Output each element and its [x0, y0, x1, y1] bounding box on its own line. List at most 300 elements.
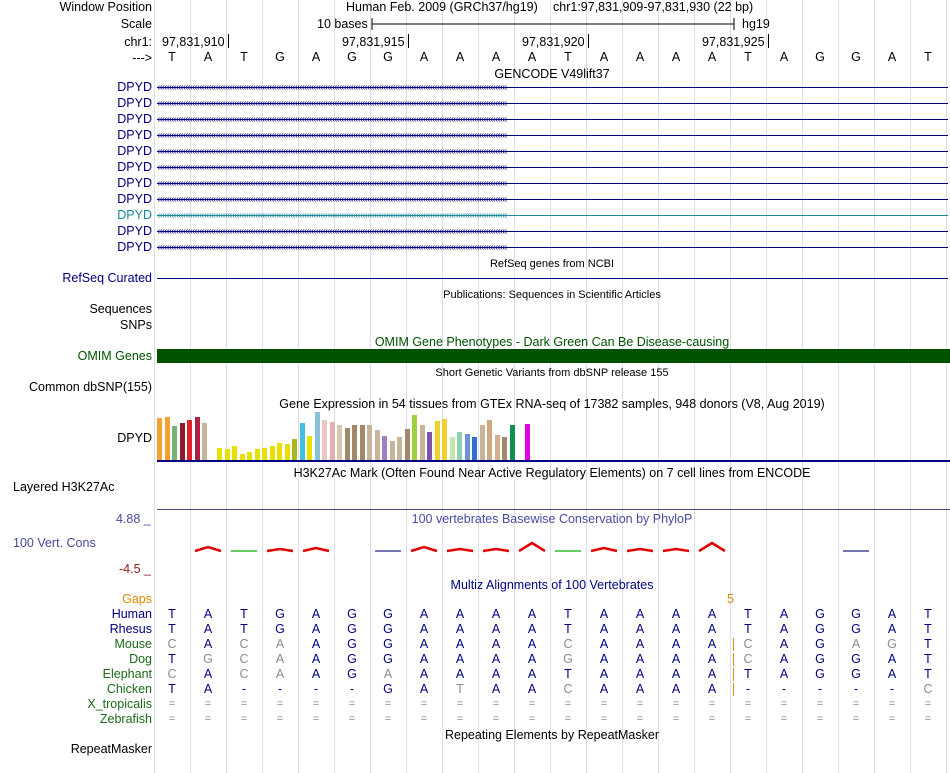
alignment-base: = [852, 713, 860, 725]
gtex-tissue-bar[interactable] [285, 444, 290, 460]
alignment-base: T [240, 607, 248, 621]
gtex-tissue-bar[interactable] [465, 434, 470, 460]
alignment-base: A [707, 637, 717, 651]
alignment-base: = [888, 698, 896, 710]
gencode-transcript-label[interactable]: DPYD [117, 224, 152, 238]
alignment-base: A [887, 652, 897, 666]
gtex-tissue-bar[interactable] [435, 421, 440, 460]
reference-base: G [851, 50, 861, 64]
gtex-tissue-bar[interactable] [157, 418, 162, 460]
phylop-score-mark [625, 541, 655, 553]
alignment-base: T [744, 667, 752, 681]
alignment-base: = [528, 698, 536, 710]
gtex-tissue-bar[interactable] [247, 452, 252, 460]
gencode-transcript-label[interactable]: DPYD [117, 192, 152, 206]
alignment-base: G [383, 622, 393, 636]
alignment-base: - [241, 682, 247, 696]
alignment-base: - [853, 682, 859, 696]
gtex-baseline [157, 460, 950, 462]
gencode-track-title: GENCODE V49lift37 [494, 67, 610, 81]
alignment-base: = [312, 698, 320, 710]
alignment-base: = [492, 713, 500, 725]
alignment-base: A [275, 637, 285, 651]
alignment-base: A [671, 622, 681, 636]
dbsnp-label[interactable]: Common dbSNP(155) [29, 380, 152, 394]
alignment-base: G [347, 652, 357, 666]
alignment-base: T [924, 652, 932, 666]
gtex-tissue-bar[interactable] [262, 448, 267, 460]
alignment-base: A [599, 622, 609, 636]
alignment-species-label[interactable]: Zebrafish [99, 712, 152, 726]
region-position: chr1:97,831,909-97,831,930 (22 bp) [553, 0, 754, 14]
gtex-tissue-bar[interactable] [180, 423, 185, 460]
alignment-base: A [455, 622, 465, 636]
phylop-score-mark [517, 541, 547, 553]
alignment-base: A [311, 652, 321, 666]
gtex-tissue-bar[interactable] [427, 432, 432, 460]
alignment-base: G [815, 667, 825, 681]
alignment-base: = [708, 713, 716, 725]
alignment-base: A [599, 652, 609, 666]
alignment-base: G [347, 667, 357, 681]
alignment-base: = [312, 713, 320, 725]
alignment-base: A [599, 607, 609, 621]
scale-label: Scale [120, 17, 152, 31]
gtex-tissue-bar[interactable] [495, 435, 500, 460]
alignment-base: A [707, 652, 717, 666]
reference-base: T [744, 50, 752, 64]
alignment-base: G [383, 682, 393, 696]
alignment-base: A [455, 667, 465, 681]
alignment-base: A [527, 652, 537, 666]
alignment-base: = [384, 713, 392, 725]
phylop-track-title: 100 vertebrates Basewise Conservation by PhyloP [411, 512, 693, 526]
alignment-base: A [527, 667, 537, 681]
gtex-tissue-bar[interactable] [450, 437, 455, 460]
strand-label: ---> [132, 51, 152, 65]
alignment-base: = [816, 713, 824, 725]
alignment-base: A [203, 622, 213, 636]
alignment-base: A [491, 682, 501, 696]
alignment-base: A [707, 607, 717, 621]
gencode-transcript-backbone [157, 183, 948, 184]
gtex-tissue-bar[interactable] [322, 420, 327, 460]
alignment-species-label[interactable]: Chicken [106, 682, 152, 696]
alignment-base: = [276, 698, 284, 710]
reference-base: T [168, 50, 176, 64]
alignment-base: C [239, 637, 249, 651]
alignment-base: G [851, 652, 861, 666]
omim-gene-bar[interactable] [157, 349, 950, 363]
reference-base: G [347, 50, 357, 64]
alignment-base: = [600, 713, 608, 725]
alignment-base: T [924, 667, 932, 681]
gtex-tissue-bar[interactable] [217, 448, 222, 460]
alignment-base: A [635, 607, 645, 621]
alignment-base: A [275, 652, 285, 666]
alignment-gap-marker [733, 653, 734, 666]
gap-count: 5 [727, 592, 734, 606]
alignment-base: = [276, 713, 284, 725]
alignment-base: = [168, 698, 176, 710]
alignment-base: T [744, 622, 752, 636]
alignment-base: A [455, 637, 465, 651]
gtex-tissue-bar[interactable] [255, 449, 260, 460]
alignment-base: A [491, 607, 501, 621]
alignment-base: A [311, 622, 321, 636]
alignment-base: G [851, 667, 861, 681]
alignment-base: A [419, 682, 429, 696]
alignment-base: G [815, 607, 825, 621]
alignment-base: = [672, 713, 680, 725]
reference-base: A [455, 50, 465, 64]
alignment-base: G [275, 607, 285, 621]
gtex-tissue-bar[interactable] [172, 426, 177, 460]
alignment-base: = [672, 698, 680, 710]
alignment-base: A [599, 667, 609, 681]
gencode-transcript-backbone [157, 247, 948, 248]
ruler-tick [408, 34, 409, 48]
gencode-transcript-label[interactable]: DPYD [117, 176, 152, 190]
window-position-label: Window Position [59, 0, 152, 14]
gencode-transcript-backbone [157, 199, 948, 200]
gtex-tissue-bar[interactable] [442, 419, 447, 460]
alignment-base: = [528, 713, 536, 725]
alignment-base: G [383, 607, 393, 621]
alignment-base: A [311, 637, 321, 651]
gencode-transcript-label[interactable]: DPYD [117, 240, 152, 254]
alignment-base: G [203, 652, 213, 666]
alignment-species-label[interactable]: Human [111, 607, 152, 621]
alignment-species-label[interactable]: Elephant [102, 667, 152, 681]
gtex-tissue-bar[interactable] [510, 425, 515, 460]
alignment-base: G [563, 652, 573, 666]
alignment-base: = [348, 713, 356, 725]
alignment-base: - [349, 682, 355, 696]
gtex-tissue-bar[interactable] [367, 425, 372, 460]
alignment-base: A [203, 637, 213, 651]
alignment-base: G [347, 622, 357, 636]
reference-base: A [527, 50, 537, 64]
ruler-position-4: 97,831,925 [702, 35, 765, 49]
alignment-base: T [168, 622, 176, 636]
alignment-base: A [419, 622, 429, 636]
reference-base: G [383, 50, 393, 64]
h3k27ac-baseline [157, 509, 950, 510]
h3k27ac-label[interactable]: Layered H3K27Ac [13, 480, 115, 494]
alignment-base: = [744, 698, 752, 710]
alignment-base: A [851, 637, 861, 651]
alignment-base: A [491, 637, 501, 651]
phylop-score-mark [661, 541, 691, 553]
gtex-track-title: Gene Expression in 54 tissues from GTEx RNA-seq of 17382 samples, 948 donors (V8, Aug 2019) [279, 397, 825, 411]
alignment-base: = [564, 713, 572, 725]
alignment-base: A [419, 667, 429, 681]
phylop-score-mark [445, 541, 475, 553]
gtex-tissue-bar[interactable] [345, 428, 350, 460]
gtex-tissue-bar[interactable] [315, 412, 320, 460]
alignment-base: = [924, 713, 932, 725]
omim-label[interactable]: OMIM Genes [77, 349, 152, 363]
reference-base: T [924, 50, 932, 64]
gencode-transcript-backbone [157, 167, 948, 168]
alignment-base: C [239, 667, 249, 681]
repeatmasker-label[interactable]: RepeatMasker [70, 742, 152, 756]
gtex-tissue-bar[interactable] [360, 425, 365, 460]
alignment-base: A [599, 682, 609, 696]
alignment-base: = [204, 713, 212, 725]
alignment-base: A [527, 607, 537, 621]
gtex-tissue-bar[interactable] [292, 439, 297, 460]
alignment-base: = [636, 698, 644, 710]
scale-text: 10 bases [317, 17, 368, 31]
snps-label[interactable]: SNPs [120, 318, 152, 332]
alignment-base: T [564, 622, 572, 636]
gtex-tissue-bar[interactable] [300, 423, 305, 460]
refseq-gene-line[interactable] [157, 278, 948, 279]
alignment-base: A [635, 622, 645, 636]
gtex-tissue-bar[interactable] [480, 425, 485, 460]
gtex-tissue-bar[interactable] [457, 432, 462, 460]
alignment-base: A [779, 622, 789, 636]
phylop-score-mark [589, 541, 619, 553]
scale-db: hg19 [742, 17, 770, 31]
alignment-base: A [491, 667, 501, 681]
alignment-base: = [204, 698, 212, 710]
ruler-position-1: 97,831,910 [162, 35, 225, 49]
gtex-tissue-bar[interactable] [405, 429, 410, 460]
gtex-tissue-bar[interactable] [277, 443, 282, 460]
reference-base: G [815, 50, 825, 64]
phylop-score-mark [409, 541, 439, 553]
alignment-base: = [888, 713, 896, 725]
gtex-tissue-bar[interactable] [412, 415, 417, 460]
multiz-track-title: Multiz Alignments of 100 Vertebrates [450, 578, 654, 592]
phylop-score-mark [553, 541, 583, 553]
alignment-base: A [419, 637, 429, 651]
reference-base: A [599, 50, 609, 64]
reference-base: A [491, 50, 501, 64]
alignment-base: T [168, 652, 176, 666]
gtex-tissue-bar[interactable] [420, 425, 425, 460]
gtex-tissue-bar[interactable] [330, 422, 335, 460]
alignment-species-label[interactable]: Rhesus [109, 622, 152, 636]
alignment-base: G [851, 622, 861, 636]
gtex-tissue-bar[interactable] [202, 423, 207, 460]
gtex-tissue-bar[interactable] [165, 417, 170, 460]
alignment-base: A [671, 607, 681, 621]
alignment-base: - [745, 682, 751, 696]
alignment-base: A [635, 667, 645, 681]
alignment-base: G [347, 637, 357, 651]
gtex-tissue-bar[interactable] [225, 449, 230, 460]
alignment-base: A [779, 637, 789, 651]
gtex-tissue-bar[interactable] [187, 420, 192, 460]
alignment-base: G [815, 622, 825, 636]
reference-base: A [707, 50, 717, 64]
ruler-tick [228, 34, 229, 48]
alignment-base: A [707, 682, 717, 696]
alignment-base: C [167, 667, 177, 681]
alignment-base: A [671, 652, 681, 666]
alignment-base: A [779, 607, 789, 621]
alignment-base: A [491, 622, 501, 636]
gtex-tissue-bar[interactable] [487, 420, 492, 460]
refseq-label[interactable]: RefSeq Curated [62, 271, 152, 285]
gtex-tissue-bar[interactable] [337, 425, 342, 460]
alignment-base: G [815, 652, 825, 666]
gtex-tissue-bar[interactable] [397, 437, 402, 460]
sequences-label[interactable]: Sequences [89, 302, 152, 316]
reference-base: A [203, 50, 213, 64]
reference-base: G [275, 50, 285, 64]
alignment-base: = [240, 713, 248, 725]
refseq-track-title: RefSeq genes from NCBI [489, 258, 615, 270]
gencode-transcript-backbone [157, 231, 948, 232]
alignment-species-label[interactable]: Dog [129, 652, 152, 666]
reference-base: A [779, 50, 789, 64]
alignment-base: = [384, 698, 392, 710]
gencode-transcript-label[interactable]: DPYD [117, 80, 152, 94]
alignment-base: G [347, 607, 357, 621]
phylop-score-mark [193, 541, 223, 553]
alignment-base: = [780, 698, 788, 710]
gtex-gene-label[interactable]: DPYD [117, 431, 152, 445]
alignment-base: - [889, 682, 895, 696]
gtex-tissue-bar[interactable] [352, 425, 357, 460]
omim-track-title: OMIM Gene Phenotypes - Dark Green Can Be Disease-causing [374, 335, 730, 349]
gtex-tissue-bar[interactable] [525, 424, 530, 460]
gtex-tissue-bar[interactable] [270, 446, 275, 460]
cons-max-label: 4.88 _ [116, 512, 151, 526]
alignment-base: T [924, 637, 932, 651]
alignment-base: = [456, 698, 464, 710]
alignment-base: A [599, 637, 609, 651]
alignment-base: T [456, 682, 464, 696]
alignment-base: = [420, 698, 428, 710]
phylop-score-mark [697, 541, 727, 553]
alignment-base: A [707, 667, 717, 681]
reference-base: A [419, 50, 429, 64]
reference-base: T [564, 50, 572, 64]
phylop-score-mark [373, 541, 403, 553]
gtex-tissue-bar[interactable] [375, 430, 380, 460]
gencode-transcript-backbone [157, 119, 948, 120]
alignment-base: A [527, 637, 537, 651]
base-boundary-line [154, 0, 155, 773]
repeatmasker-track-title: Repeating Elements by RepeatMasker [444, 728, 660, 742]
alignment-base: A [779, 667, 789, 681]
alignment-base: = [168, 713, 176, 725]
alignment-base: G [383, 637, 393, 651]
alignment-species-label[interactable]: Mouse [114, 637, 152, 651]
gencode-transcript-label[interactable]: DPYD [117, 144, 152, 158]
alignment-base: A [671, 667, 681, 681]
ruler-position-2: 97,831,915 [342, 35, 405, 49]
alignment-base: A [455, 652, 465, 666]
alignment-base: = [348, 698, 356, 710]
gencode-transcript-backbone [157, 135, 948, 136]
alignment-base: A [419, 652, 429, 666]
alignment-base: = [708, 698, 716, 710]
alignment-base: A [203, 667, 213, 681]
h3k27ac-track-title: H3K27Ac Mark (Often Found Near Active Regulatory Elements) on 7 cell lines from ENCODE [293, 466, 811, 480]
gtex-tissue-bar[interactable] [195, 417, 200, 460]
publications-track-title: Publications: Sequences in Scientific Articles [443, 289, 661, 301]
phylop-score-mark [229, 541, 259, 553]
reference-base: A [671, 50, 681, 64]
alignment-base: A [419, 607, 429, 621]
cons-track-label[interactable]: 100 Vert. Cons [13, 536, 96, 550]
gtex-tissue-bar[interactable] [307, 436, 312, 460]
alignment-base: A [383, 667, 393, 681]
alignment-base: C [743, 652, 753, 666]
alignment-base: A [671, 682, 681, 696]
gtex-tissue-bar[interactable] [502, 437, 507, 460]
gencode-transcript-label[interactable]: DPYD [117, 96, 152, 110]
alignment-base: C [563, 682, 573, 696]
phylop-score-mark [841, 541, 871, 553]
alignment-base: T [924, 622, 932, 636]
alignment-gap-marker [733, 683, 734, 696]
reference-base: A [635, 50, 645, 64]
gtex-tissue-bar[interactable] [382, 436, 387, 460]
alignment-base: T [744, 607, 752, 621]
cons-min-label: -4.5 _ [119, 562, 151, 576]
alignment-base: C [743, 637, 753, 651]
alignment-base: A [635, 637, 645, 651]
phylop-score-mark [265, 541, 295, 553]
phylop-score-mark [301, 541, 331, 553]
gencode-transcript-label[interactable]: DPYD [117, 128, 152, 142]
alignment-base: T [564, 607, 572, 621]
alignment-base: T [240, 622, 248, 636]
ruler-tick [588, 34, 589, 48]
gtex-tissue-bar[interactable] [472, 437, 477, 460]
alignment-base: = [456, 713, 464, 725]
alignment-base: = [492, 698, 500, 710]
alignment-base: C [923, 682, 933, 696]
alignment-base: A [635, 682, 645, 696]
phylop-score-mark [481, 541, 511, 553]
assembly-name: Human Feb. 2009 (GRCh37/hg19) [346, 0, 538, 14]
alignment-base: G [815, 637, 825, 651]
alignment-base: = [744, 713, 752, 725]
ruler-position-3: 97,831,920 [522, 35, 585, 49]
alignment-base: - [277, 682, 283, 696]
gtex-tissue-bar[interactable] [232, 446, 237, 460]
alignment-gap-marker [733, 668, 734, 681]
alignment-base: A [779, 652, 789, 666]
alignment-base: C [563, 637, 573, 651]
alignment-base: A [311, 667, 321, 681]
alignment-species-label[interactable]: X_tropicalis [87, 697, 152, 711]
gencode-transcript-label[interactable]: DPYD [117, 160, 152, 174]
alignment-base: - [313, 682, 319, 696]
alignment-base: A [887, 622, 897, 636]
alignment-base: T [564, 667, 572, 681]
gencode-transcript-label[interactable]: DPYD [117, 112, 152, 126]
alignment-base: - [817, 682, 823, 696]
alignment-base: = [420, 713, 428, 725]
gtex-tissue-bar[interactable] [390, 441, 395, 460]
alignment-base: A [635, 652, 645, 666]
alignment-base: A [671, 637, 681, 651]
alignment-base: = [240, 698, 248, 710]
gencode-transcript-label[interactable]: DPYD [117, 208, 152, 222]
gaps-label[interactable]: Gaps [122, 592, 152, 606]
alignment-base: G [383, 652, 393, 666]
